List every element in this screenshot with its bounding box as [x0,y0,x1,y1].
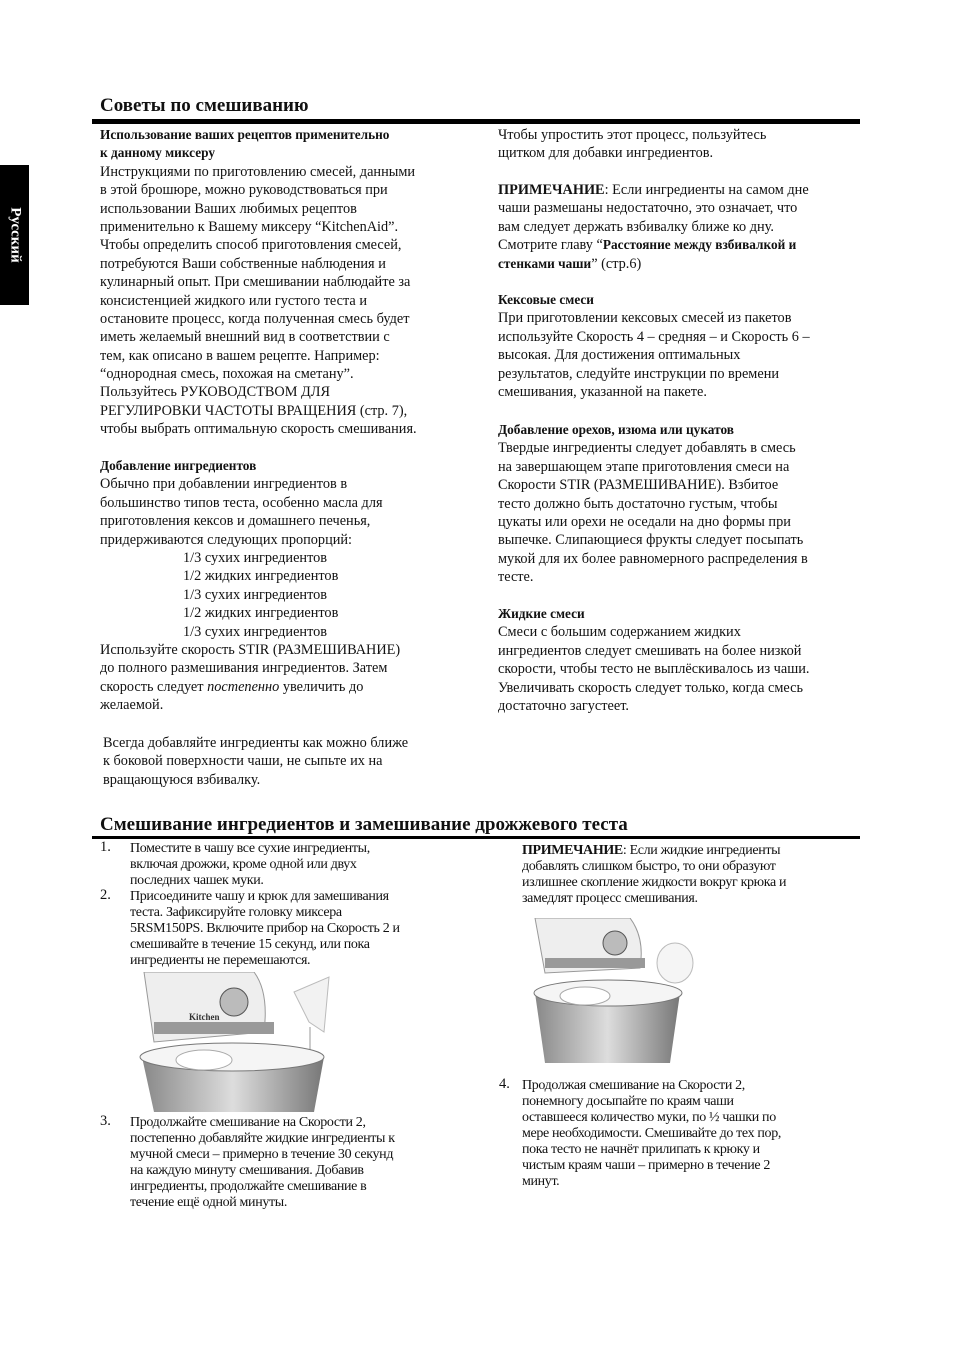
text-line: чтобы выбрать оптимальную скорость смешивания. [100,421,417,438]
mixer-brand-logo: Kitchen [189,1012,220,1022]
text-line: мукой для их более равномерного распределения в [498,550,808,567]
text-line: тесто должно быть достаточно густым, чтобы [498,495,778,512]
text-line: использовании Ваших любимых рецептов [100,200,357,217]
text-line: Всегда добавляйте ингредиенты как можно ближе [103,735,409,751]
text-line: в этой брошюре, можно руководствоваться при [100,182,388,199]
text-line: Поместите в чашу все сухие ингредиенты, [130,841,370,856]
liquid-note-paragraph [522,842,786,906]
text-line [498,421,808,439]
section-title-mixing-tips: Советы по смешиванию [100,95,309,116]
text-line: понемногу досыпайте по краям чаши [522,1094,734,1109]
text-line: вам следует держать взбивалку ближе ко дну. [498,218,774,235]
text-line: до полного размешивания ингредиентов. Затем [100,660,388,677]
text-segment: 1/2 жидких ингредиентов [183,605,339,622]
text-line [100,623,400,641]
text-line: мучной смеси – примерно в течение 30 секунд [130,1147,394,1162]
step-number: 3. [100,1113,111,1129]
text-segment: Жидкие смеси [498,606,585,621]
text-line: постепенно добавляйте жидкие ингредиенты к [130,1131,395,1146]
text-segment: : Если ингредиенты на самом дне [604,182,809,198]
text-segment: ПРИМЕЧАНИЕ [498,182,605,198]
text-line: достаточно загустеет. [498,697,629,714]
text-line: Присоедините чашу и крюк для замешивания [130,889,389,904]
text-line: большинство типов теста, особенно масла для [100,494,383,511]
language-tab [0,165,29,305]
text-line [100,678,400,696]
text-line: на каждую минуту смешивания. Добавив [130,1163,364,1178]
text-line: потребуются Ваши собственные наблюдения и [100,255,386,272]
text-line: При приготовлении кексовых смесей из пакетов [498,310,792,327]
text-segment: Смотрите главу “ [498,237,603,254]
text-segment: ПРИМЕЧАНИЕ [522,843,623,858]
text-line: Смеси с большим содержанием жидких [498,624,741,641]
text-line [498,255,809,273]
text-line [498,181,809,199]
section-rule [92,836,860,839]
mixer-with-dough-hook-illustration [530,918,695,1063]
text-line [522,842,786,858]
text-segment: увеличить до [279,678,364,695]
text-segment: постепенно [207,678,280,695]
text-line: смешивайте в течение 15 секунд, или пока [130,937,370,952]
step-2-text [130,889,400,969]
text-line: вращающуюся взбивалку. [103,771,261,788]
text-line: последних чашек муки. [130,873,264,888]
text-line: мере необходимости. Смешивайте до тех пор, [522,1126,782,1141]
text-line: используйте Скорость 4 – средняя – и Скорость 6 – [498,328,810,345]
mixer-adding-liquid-illustration [134,972,334,1112]
text-segment: 1/3 сухих ингредиентов [183,549,328,566]
text-line: выпечке. Слипающиеся фрукты следует посыпать [498,532,804,549]
text-line: желаемой. [100,697,164,714]
step-4-text [522,1077,781,1189]
text-line: приготовления кексов и домашнего печенья, [100,513,371,530]
text-line: Используйте скорость STIR (РАЗМЕШИВАНИЕ) [100,641,401,658]
text-line [498,605,809,623]
text-line [100,144,417,162]
section-title-yeast-dough: Смешивание ингредиентов и замешивание дрожжевого теста [100,814,628,835]
text-segment: Кексовые смеси [498,292,594,307]
text-line: 5RSM150PS. Включите прибор на Скорость 2 и [130,921,400,936]
text-line [100,549,400,567]
text-line: тем, как описано в вашем рецепте. Например: [100,347,380,364]
text-segment: Использование ваших рецептов применительно [100,127,390,142]
nuts-raisins-paragraph [498,421,808,587]
recipes-paragraph [100,126,417,439]
text-line: ингредиенты не перемешаются. [130,953,311,968]
text-line: “однородная смесь, похожая на сметану”. [100,366,354,383]
text-line: РЕГУЛИРОВКИ ЧАСТОТЫ ВРАЩЕНИЯ (стр. 7), [100,402,408,419]
text-line [100,457,400,475]
language-tab-label: Русский [7,207,23,263]
text-line: излишнее скопление жидкости вокруг крюка и [522,875,787,890]
text-line: Обычно при добавлении ингредиентов в [100,476,348,493]
text-segment: стенками чаши [498,255,592,271]
text-line: добавлять слишком быстро, то они образуют [522,859,776,874]
text-line: щитком для добавки ингредиентов. [498,145,714,162]
text-segment: 1/3 сухих ингредиентов [183,586,328,603]
text-line: смешивания, указанной на пакете. [498,383,707,400]
text-line: кулинарный опыт. При смешивании наблюдайте за [100,274,411,291]
text-segment: : Если жидкие ингредиенты [622,843,781,858]
text-line: Чтобы определить способ приготовления смесей, [100,237,402,254]
text-line: скорости, чтобы тесто не выплёскивалось из чаши. [498,661,810,678]
text-line: остановите процесс, когда полученная смесь будет [100,310,410,327]
text-line [498,236,809,254]
text-segment: Добавление орехов, изюма или цукатов [498,422,734,437]
text-line: Пользуйтесь РУКОВОДСТВОМ ДЛЯ [100,384,330,401]
text-line: оставшееся количество муки, по ½ чашки по [522,1110,776,1125]
text-line: Увеличивать скорость следует только, когда смесь [498,679,803,696]
text-line: к боковой поверхности чаши, не сыпьте их на [103,753,383,770]
text-line: ингредиенты, продолжайте смешивание в [130,1179,367,1194]
text-line: Скорости STIR (РАЗМЕШИВАНИЕ). Взбитое [498,477,779,494]
text-line: применительно к Вашему миксеру “KitchenAid”. [100,218,399,235]
text-line: Твердые ингредиенты следует добавлять в смесь [498,440,796,457]
text-line: Инструкциями по приготовлению смесей, данными [100,163,416,180]
shield-paragraph [498,126,766,163]
note-paragraph [498,181,809,273]
cake-mixes-paragraph [498,291,810,401]
text-line: включая дрожжи, кроме одной или двух [130,857,357,872]
text-segment: 1/3 сухих ингредиентов [183,623,328,640]
text-line: пока тесто не начнёт прилипать к крюку и [522,1142,760,1157]
text-line: на завершающем этапе приготовления смеси на [498,458,790,475]
text-line [100,604,400,622]
text-line [100,126,417,144]
text-line: консистенцией жидкого или густого теста и [100,292,367,309]
text-segment: 1/2 жидких ингредиентов [183,568,339,585]
text-line: иметь желаемый внешний вид в соответствии с [100,329,390,346]
text-line [498,291,810,309]
text-line: Чтобы упростить этот процесс, пользуйтесь [498,127,767,143]
text-line: чаши размешаны недостаточно, это означает, что [498,200,798,217]
text-segment: Расстояние между взбивалкой и [602,237,797,253]
liquid-mixes-paragraph [498,605,809,715]
text-line [100,586,400,604]
text-line: чистым краям чаши – примерно в течение 2 [522,1158,771,1173]
step-1-text [130,841,370,889]
text-segment: ” (стр.6) [591,255,642,272]
step-number: 4. [499,1076,510,1092]
text-line: тесте. [498,569,534,586]
text-line: высокая. Для достижения оптимальных [498,347,741,364]
text-line: придерживаются следующих пропорций: [100,531,353,548]
text-line: цукаты или орехи не оседали на дно формы при [498,513,791,530]
text-line: теста. Зафиксируйте головку миксера [130,905,342,920]
section-rule [92,119,860,124]
text-line: результатов, следуйте инструкции по времени [498,365,779,382]
text-segment: Добавление ингредиентов [100,458,257,473]
adding-ingredients-paragraph [100,457,400,714]
step-number: 1. [100,839,111,855]
text-line: течение ещё одной минуты. [130,1195,287,1210]
text-line: замедлят процесс смешивания. [522,891,698,906]
text-line: ингредиентов следует смешивать на более низкой [498,642,802,659]
step-3-text [130,1115,395,1211]
text-line [100,567,400,585]
add-near-side-paragraph [103,734,408,789]
text-line: Продолжайте смешивание на Скорости 2, [130,1115,366,1130]
text-line: минут. [522,1174,560,1189]
step-number: 2. [100,887,111,903]
text-line: Продолжая смешивание на Скорости 2, [522,1078,745,1093]
text-segment: скорость следует [100,678,208,695]
text-segment: к данному миксеру [100,145,215,161]
